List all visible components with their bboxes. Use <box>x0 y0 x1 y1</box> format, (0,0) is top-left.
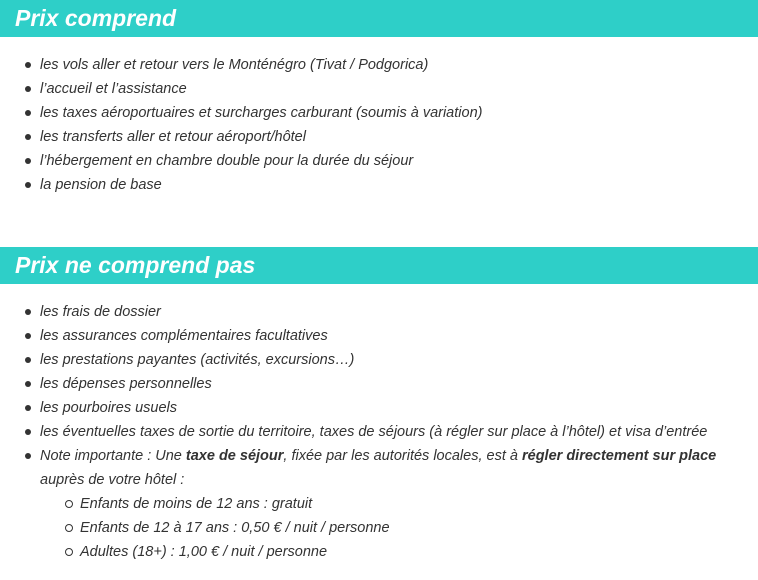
bullet-icon <box>25 381 31 387</box>
bullet-icon <box>25 182 31 188</box>
bullet-icon <box>25 357 31 363</box>
list-item: les assurances complémentaires facultatives <box>0 324 758 348</box>
note-text: Note importante : Une taxe de séjour, fixée par les autorités locales, est à régler directement sur place auprès de votre hôtel : <box>40 448 717 488</box>
bullet-icon <box>25 333 31 339</box>
section-title: Prix ne comprend pas <box>15 252 256 278</box>
list-item: les taxes aéroportuaires et surcharges carburant (soumis à variation) <box>0 101 758 125</box>
list-item: les transferts aller et retour aéroport/hôtel <box>0 125 758 149</box>
sublist-item: Adultes (18+) : 1,00 € / nuit / personne <box>40 540 758 564</box>
list-item: les prestations payantes (activités, excursions…) <box>0 348 758 372</box>
list-item: les frais de dossier <box>0 300 758 324</box>
sublist-item: Enfants de 12 à 17 ans : 0,50 € / nuit / personne <box>40 516 758 540</box>
list-item: l’accueil et l’assistance <box>0 77 758 101</box>
bullet-icon <box>25 134 31 140</box>
bullet-icon <box>25 309 31 315</box>
bullet-icon <box>25 110 31 116</box>
list-item: l’hébergement en chambre double pour la durée du séjour <box>0 149 758 173</box>
important-note <box>0 444 758 564</box>
list-item: les pourboires usuels <box>0 396 758 420</box>
section-header-prix-ne-comprend-pas <box>0 247 758 284</box>
section-title: Prix comprend <box>15 5 177 31</box>
list-item: les dépenses personnelles <box>0 372 758 396</box>
bullet-icon <box>25 453 31 459</box>
tax-sublist <box>40 492 758 564</box>
bullet-icon <box>25 429 31 435</box>
sublist-item: Enfants de moins de 12 ans : gratuit <box>40 492 758 516</box>
bullet-icon <box>25 158 31 164</box>
bullet-icon <box>25 405 31 411</box>
circle-bullet-icon <box>65 524 73 532</box>
list-item: les vols aller et retour vers le Monténégro (Tivat / Podgorica) <box>0 53 758 77</box>
bullet-icon <box>25 86 31 92</box>
excluded-list <box>0 300 758 564</box>
list-item: les éventuelles taxes de sortie du territoire, taxes de séjours (à régler sur place à l’hôtel) et visa d’entrée <box>0 420 758 444</box>
circle-bullet-icon <box>65 500 73 508</box>
included-list <box>0 53 758 197</box>
section-header-prix-comprend <box>0 0 758 37</box>
circle-bullet-icon <box>65 548 73 556</box>
bullet-icon <box>25 62 31 68</box>
list-item: la pension de base <box>0 173 758 197</box>
